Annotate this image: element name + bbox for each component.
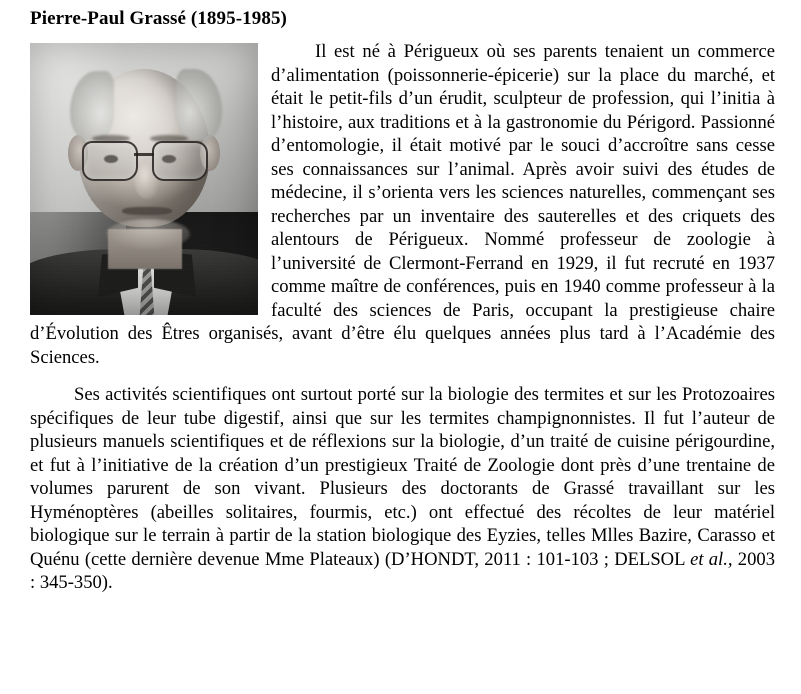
photo-chin (106, 219, 190, 249)
page-title: Pierre-Paul Grassé (1895-1985) (30, 8, 287, 29)
photo-mouth (122, 207, 172, 215)
paragraph-scientific-work-text-2: 2003 : 345-350). (30, 548, 775, 594)
document-body (30, 40, 775, 595)
paragraph-biography-text: Il est né à Périgueux où ses parents tenaient un commerce d’alimentation (poissonnerie-épicerie) sur la place du marché, et était le petit-fils d’un érudit, sculpteur de profession, qui l’initia à l’histoire, aux traditions et à la gastronomie du Périgord. Passionné d’entomologie, il était motivé par le souci d’accroître sans cesse ses connaissances sur l’animal. Après avoir suivi des études de médecine, il s’orienta vers les sciences naturelles, commençant ses recherches par un inventaire des sauterelles et des criquets des alentours de Périgueux. Nommé professeur de zoologie à l’université de Clermont-Ferrand en 1929, il fut recruté en 1937 comme maître de conférences, puis en 1940 comme professeur à la faculté des sciences de Paris, occupant la prestigieuse chaire d’Évolution des Êtres organisés, avant d’être élu quelques années plus tard à l’Académie des Sciences. (30, 41, 775, 368)
photo-lens-right (152, 141, 208, 181)
document-page (0, 8, 801, 694)
paragraph-scientific-work-text-1: Ses activités scientifiques ont surtout porté sur la biologie des termites et sur les Protozoaires spécifiques de leur tube digestif, ainsi que sur les termites champignonnistes. Il fut l’auteur de plusieurs manuels scientifiques et de réflexions sur la biologie, d’un traité de cuisine périgourdine, et fut à l’initiative de la création d’un prestigieux Traité de Zoologie dont près d’une trentaine de volumes parurent de son vivant. Plusieurs des doctorants de Grassé travaillant sur les Hyménoptères (abeilles solitaires, fourmis, etc.) ont effectué des récoltes de leur matériel biologique sur le terrain à partir de la station biologique des Eyzies, telles Mlles Bazire, Carasso et Quénu (cette dernière devenue Mme Plateaux) (D’HONDT, 2011 : 101-103 ; DELSOL (30, 384, 775, 570)
citation-et-al: et al., (690, 548, 733, 570)
glasses-icon (78, 139, 210, 181)
portrait-photo (30, 43, 258, 315)
paragraph-scientific-work (30, 383, 775, 595)
photo-lens-left (82, 141, 138, 181)
photo-glasses-bridge (134, 153, 154, 156)
